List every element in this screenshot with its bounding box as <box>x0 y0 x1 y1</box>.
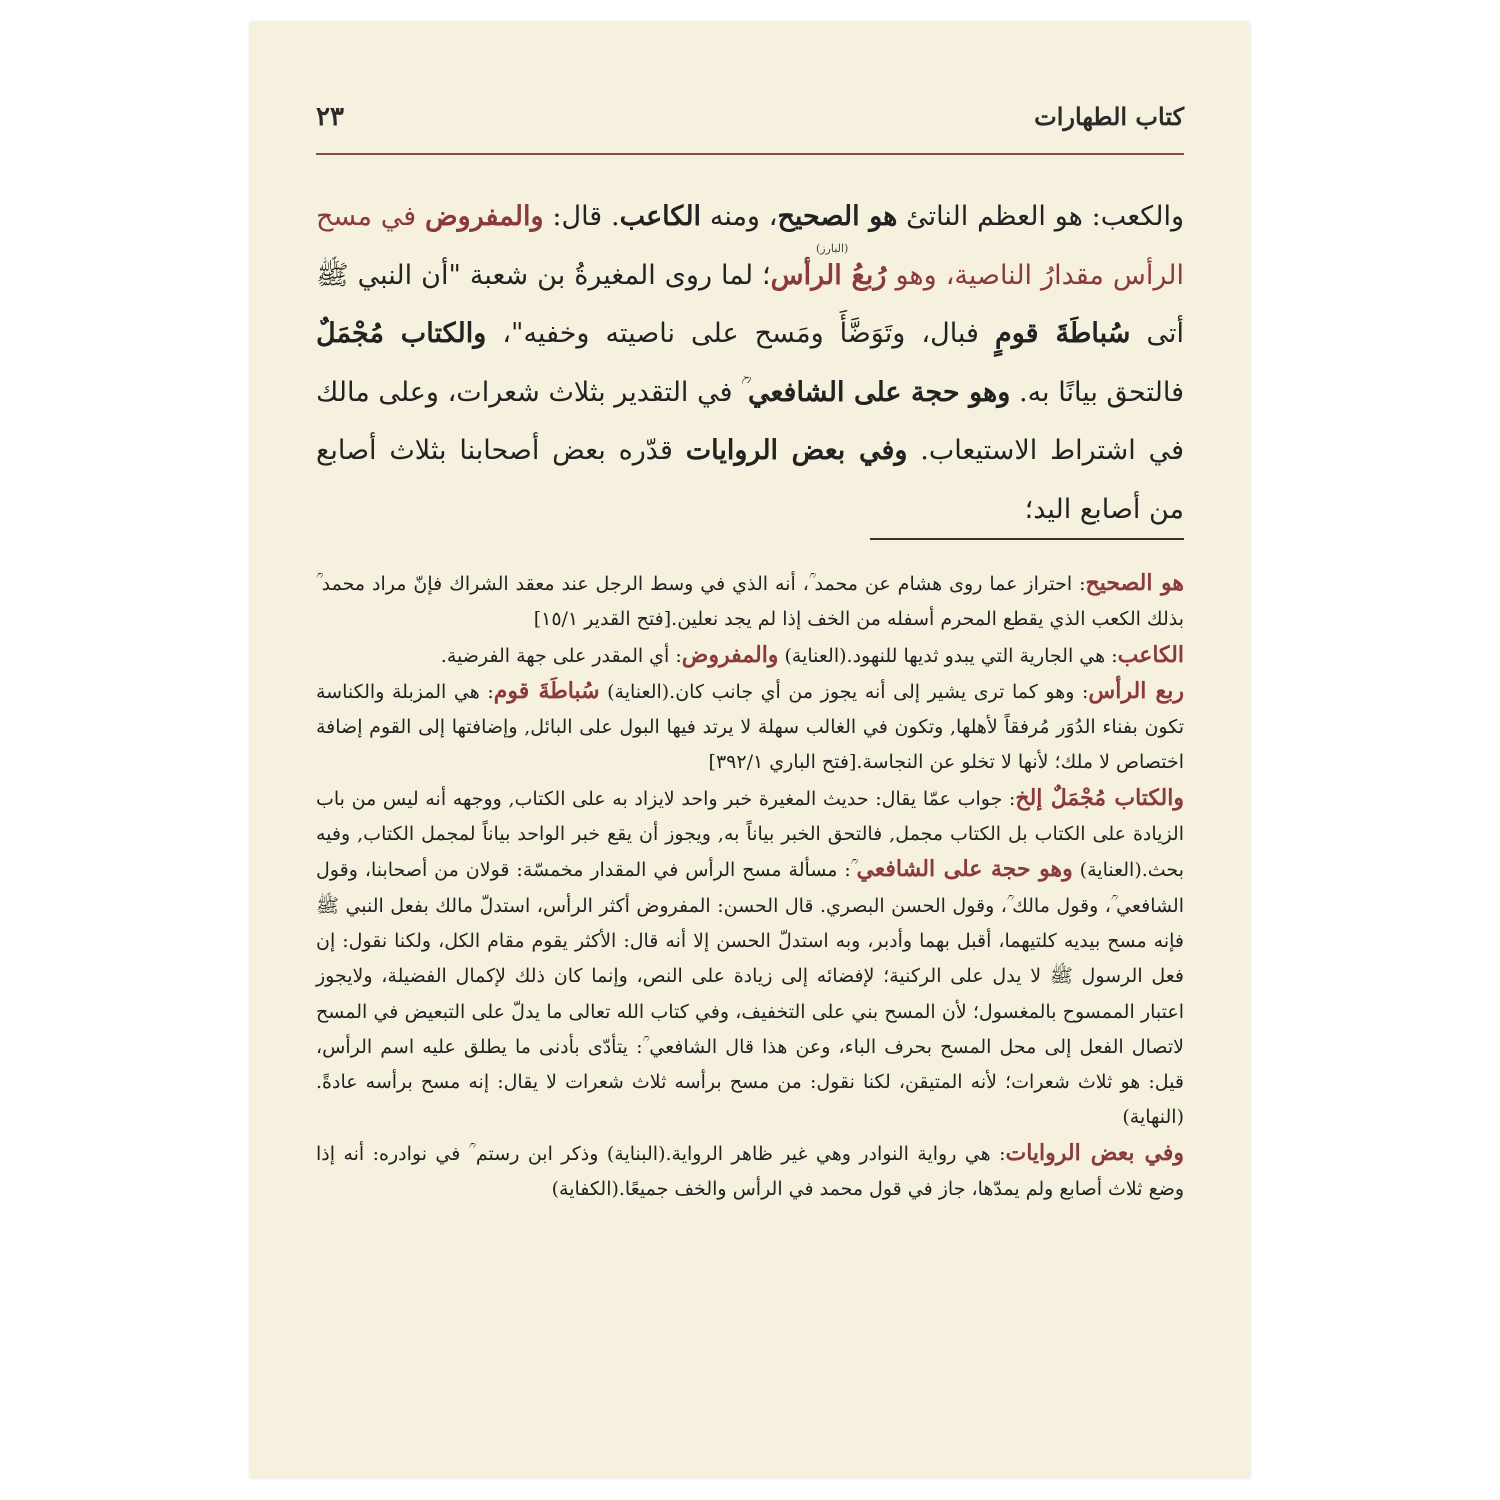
footnote-rule <box>870 538 1184 540</box>
note-4 <box>316 781 1184 1136</box>
running-title: كتاب الطهارات <box>1034 102 1184 131</box>
main-run: ، ومنه <box>701 201 778 232</box>
main-run: فالتحق بيانًا به. <box>1010 376 1184 408</box>
note-text: : وهو كما ترى يشير إلى أنه يجوز من أي جانب كان.(العناية) <box>599 680 1089 703</box>
main-run: ؒ في التقدير بثلاث شعرات، وعلى مالك في اشتراط الاستيعاب. <box>316 376 1185 466</box>
page-header <box>316 102 1184 138</box>
note-text: ؒ: مسألة مسح الرأس في المقدار مخمسّة: قولان من أصحابنا، وقول الشافعي ؒ، وقول مالك ؒ، وقول الحسن البصري. قال الحسن: المفروض أكثر الرأس، استدلّ مالك بفعل النبي ﷺ فإنه مسح بيديه كلتيهما، أقبل بهما وأدبر، وبه استدلّ الحسن إلا أنه قال: الأكثر يقوم مقام الكل، ولكنا نقول: إن فعل الرسول ﷺ لا يدل على الركنية؛ لإفضائه إلى زيادة على النص، وإنما كان ذلك لإكمال الفضيلة، ولايجوز اعتبار الممسوح بالمغسول؛ لأن المسح بني على التخفيف، وفي كتاب الله تعالى ما يدلّ على التبعيض في المسح لاتصال الفعل إلى محل المسح بحرف الباء، وعن هذا قال الشافعي ؒ: يتأدّى بأدنى ما يطلق عليه اسم الرأس، قيل: هو ثلاث شعرات؛ لأنه المتيقن، لكنا نقول: من مسح برأسه ثلاث شعرات لا يقال: إنه مسح برأسه عادةً.(النهاية) <box>316 859 1184 1129</box>
note-term: وهو حجة على الشافعي <box>856 856 1073 883</box>
main-red-bold: رُبعُ الرأس <box>770 259 887 291</box>
main-run: فبال، وتَوَضَّأَ ومَسح على ناصيته وخفيه"، <box>486 318 996 349</box>
note-3 <box>316 674 1184 781</box>
main-bold: والكتاب مُجْمَلٌ <box>316 318 487 349</box>
book-page <box>250 22 1250 1478</box>
note-text: : هي المزبلة والكناسة تكون بفناء الدُوَر مُرفقاً لأهلها, وتكون في الغالب سهلة لا يرتد فيها البول على البائل, وإضافتها إلى القوم إضافة اختصاص لا ملك؛ لأنها لا تخلو عن النجاسة.[فتح الباري ٣٩٢/١] <box>316 680 1184 774</box>
main-bold: سُباطَةَ قومٍ <box>995 318 1131 349</box>
main-bold: هو الصحيح <box>777 201 898 232</box>
note-text: : هي رواية النوادر وهي غير ظاهر الرواية.(البناية) وذكر ابن رستم ؒ في نوادره: أنه إذا وضع ثلاث أصابع ولم يمدّها، جاز في قول محمد في الرأس والخف جميعًا.(الكفاية) <box>316 1142 1184 1201</box>
note-5 <box>316 1136 1184 1208</box>
note-text: : أي المقدر على جهة الفرضية. <box>440 644 682 667</box>
note-term: الكاعب <box>1117 641 1184 668</box>
main-bold: وفي بعض الروايات <box>685 435 908 466</box>
main-text <box>316 188 1184 539</box>
note-text: : احتراز عما روى هشام عن محمد ؒ، أنه الذي في وسط الرجل عند معقد الشراك فإنّ مراد محمد ؒ بذلك الكعب الذي يقطع المحرم أسفله من الخف إذا لم يجد نعلين.[فتح القدير ١٥/١] <box>316 573 1184 631</box>
header-rule <box>316 153 1184 155</box>
note-term: هو الصحيح <box>1085 570 1184 596</box>
main-bold: الكاعب <box>619 201 702 232</box>
note-term: والكتاب مُجْمَلٌ إلخ <box>1015 784 1184 811</box>
main-run: ؛ لما روى المغيرةُ بن شعبة "أن النبي ﷺ أتى <box>316 259 1184 349</box>
main-run: قدّره بعض أصحابنا بثلاث أصابع من أصابع اليد؛ <box>316 435 1184 525</box>
note-2 <box>316 638 1184 674</box>
note-term: والمفروض <box>681 641 779 668</box>
main-red-bold: والمفروض <box>424 201 544 232</box>
note-text: : جواب عمّا يقال: حديث المغيرة خبر واحد لايزاد به على الكتاب, ووجهه أنه ليس من باب الزيادة على الكتاب بل الكتاب مجمل, فالتحق الخبر بياناً به, ويجوز أن يقع خبر الواحد بياناً لمجمل الكتاب, وفيه بحث.(العناية) <box>316 787 1185 882</box>
commentary-notes <box>316 566 1184 1207</box>
note-term: وفي بعض الروايات <box>1005 1139 1184 1166</box>
note-term: سُباطَةَ قوم <box>493 677 600 704</box>
main-bold: وهو حجة على الشافعي <box>748 376 1011 408</box>
page-number: ٢٣ <box>316 102 344 132</box>
note-1 <box>316 566 1184 638</box>
main-run: والكعب: هو العظم الناتئ <box>897 201 1184 232</box>
main-run: . قال: <box>543 201 620 232</box>
main-red: في مسح الرأس مقدارُ الناصية، وهو <box>316 201 1184 291</box>
gloss-note: (البارز) <box>816 242 849 255</box>
note-term: ربع الرأس <box>1088 677 1184 704</box>
note-text: : هي الجارية التي يبدو ثديها للنهود.(العناية) <box>778 644 1118 667</box>
